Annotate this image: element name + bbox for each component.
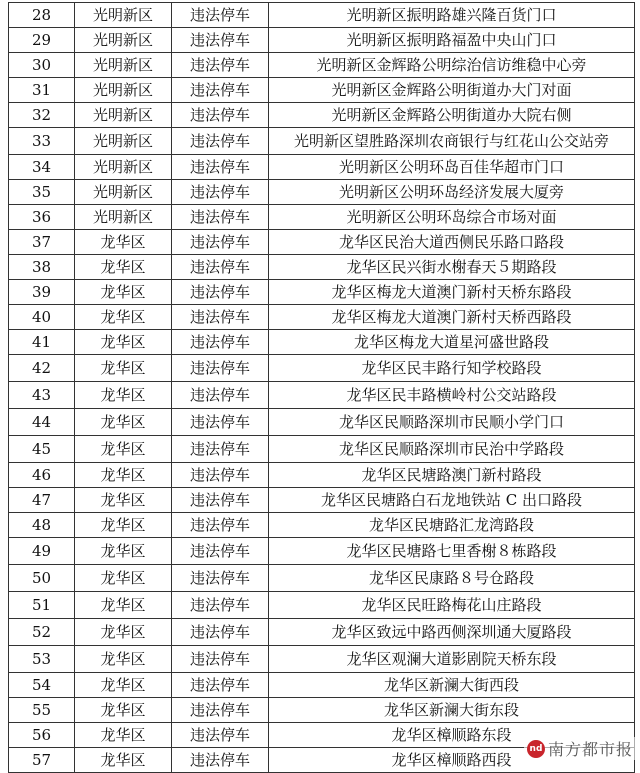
row-number-cell: 57 xyxy=(9,748,75,773)
row-number-cell: 45 xyxy=(9,436,75,463)
row-number-cell: 42 xyxy=(9,355,75,382)
violation-type-cell: 违法停车 xyxy=(172,436,269,463)
district-cell: 光明新区 xyxy=(75,155,172,180)
district-cell: 光明新区 xyxy=(75,103,172,128)
district-cell: 龙华区 xyxy=(75,538,172,565)
table-row xyxy=(9,128,635,155)
violation-type-cell: 违法停车 xyxy=(172,78,269,103)
district-cell: 龙华区 xyxy=(75,436,172,463)
violation-type-cell: 违法停车 xyxy=(172,619,269,646)
row-number-cell: 51 xyxy=(9,592,75,619)
table-row xyxy=(9,155,635,180)
district-cell: 光明新区 xyxy=(75,3,172,28)
violation-locations-table xyxy=(8,2,635,773)
table-row xyxy=(9,3,635,28)
district-cell: 龙华区 xyxy=(75,355,172,382)
location-cell: 龙华区民塘路七里香榭８栋路段 xyxy=(269,538,635,565)
violation-type-cell: 违法停车 xyxy=(172,255,269,280)
location-cell: 龙华区民顺路深圳市民治中学路段 xyxy=(269,436,635,463)
location-cell: 龙华区民塘路白石龙地铁站 C 出口路段 xyxy=(269,488,635,513)
table-body xyxy=(9,3,635,773)
location-cell: 龙华区新澜大街西段 xyxy=(269,673,635,698)
district-cell: 龙华区 xyxy=(75,592,172,619)
location-cell: 龙华区梅龙大道星河盛世路段 xyxy=(269,330,635,355)
district-cell: 龙华区 xyxy=(75,488,172,513)
violation-type-cell: 违法停车 xyxy=(172,409,269,436)
table-row xyxy=(9,513,635,538)
district-cell: 龙华区 xyxy=(75,619,172,646)
location-cell: 龙华区樟顺路东段 xyxy=(269,723,635,748)
location-cell: 光明新区金辉路公明街道办大门对面 xyxy=(269,78,635,103)
row-number-cell: 47 xyxy=(9,488,75,513)
violation-type-cell: 违法停车 xyxy=(172,748,269,773)
violation-type-cell: 违法停车 xyxy=(172,28,269,53)
table-row xyxy=(9,488,635,513)
table-row xyxy=(9,409,635,436)
row-number-cell: 52 xyxy=(9,619,75,646)
row-number-cell: 39 xyxy=(9,280,75,305)
district-cell: 龙华区 xyxy=(75,748,172,773)
row-number-cell: 38 xyxy=(9,255,75,280)
violation-type-cell: 违法停车 xyxy=(172,463,269,488)
violation-type-cell: 违法停车 xyxy=(172,565,269,592)
location-cell: 光明新区公明环岛综合市场对面 xyxy=(269,205,635,230)
location-cell: 龙华区梅龙大道澳门新村天桥西路段 xyxy=(269,305,635,330)
district-cell: 光明新区 xyxy=(75,28,172,53)
district-cell: 龙华区 xyxy=(75,565,172,592)
location-cell: 龙华区民兴街水榭春天５期路段 xyxy=(269,255,635,280)
violation-type-cell: 违法停车 xyxy=(172,538,269,565)
table-row xyxy=(9,230,635,255)
watermark-text: 南方都市报 xyxy=(547,740,633,759)
district-cell: 龙华区 xyxy=(75,382,172,409)
row-number-cell: 46 xyxy=(9,463,75,488)
violation-type-cell: 违法停车 xyxy=(172,53,269,78)
location-cell: 龙华区民治大道西侧民乐路口路段 xyxy=(269,230,635,255)
district-cell: 龙华区 xyxy=(75,723,172,748)
district-cell: 龙华区 xyxy=(75,673,172,698)
row-number-cell: 34 xyxy=(9,155,75,180)
table-row xyxy=(9,382,635,409)
row-number-cell: 50 xyxy=(9,565,75,592)
row-number-cell: 44 xyxy=(9,409,75,436)
row-number-cell: 37 xyxy=(9,230,75,255)
district-cell: 龙华区 xyxy=(75,255,172,280)
row-number-cell: 49 xyxy=(9,538,75,565)
location-cell: 龙华区民丰路行知学校路段 xyxy=(269,355,635,382)
district-cell: 龙华区 xyxy=(75,463,172,488)
location-cell: 光明新区公明环岛百佳华超市门口 xyxy=(269,155,635,180)
table-row xyxy=(9,355,635,382)
table-row xyxy=(9,673,635,698)
table-row xyxy=(9,103,635,128)
table-row xyxy=(9,436,635,463)
violation-type-cell: 违法停车 xyxy=(172,3,269,28)
newspaper-logo-icon: nd xyxy=(527,740,545,758)
table-row xyxy=(9,538,635,565)
location-cell: 龙华区梅龙大道澳门新村天桥东路段 xyxy=(269,280,635,305)
district-cell: 光明新区 xyxy=(75,53,172,78)
location-cell: 光明新区望胜路深圳农商银行与红花山公交站旁 xyxy=(269,128,635,155)
violation-type-cell: 违法停车 xyxy=(172,382,269,409)
violation-type-cell: 违法停车 xyxy=(172,673,269,698)
row-number-cell: 41 xyxy=(9,330,75,355)
table-row xyxy=(9,28,635,53)
row-number-cell: 53 xyxy=(9,646,75,673)
district-cell: 龙华区 xyxy=(75,280,172,305)
location-cell: 龙华区民旺路梅花山庄路段 xyxy=(269,592,635,619)
violation-type-cell: 违法停车 xyxy=(172,355,269,382)
violation-type-cell: 违法停车 xyxy=(172,330,269,355)
row-number-cell: 29 xyxy=(9,28,75,53)
newspaper-watermark xyxy=(524,737,636,760)
location-cell: 龙华区民塘路澳门新村路段 xyxy=(269,463,635,488)
table-row xyxy=(9,592,635,619)
violation-type-cell: 违法停车 xyxy=(172,488,269,513)
table-row xyxy=(9,280,635,305)
district-cell: 龙华区 xyxy=(75,230,172,255)
violation-type-cell: 违法停车 xyxy=(172,205,269,230)
table-row xyxy=(9,698,635,723)
violation-type-cell: 违法停车 xyxy=(172,305,269,330)
location-cell: 光明新区振明路福盈中央山门口 xyxy=(269,28,635,53)
location-cell: 龙华区民康路８号仓路段 xyxy=(269,565,635,592)
district-cell: 龙华区 xyxy=(75,698,172,723)
row-number-cell: 28 xyxy=(9,3,75,28)
district-cell: 龙华区 xyxy=(75,646,172,673)
table-row xyxy=(9,646,635,673)
district-cell: 龙华区 xyxy=(75,513,172,538)
row-number-cell: 40 xyxy=(9,305,75,330)
location-cell: 龙华区新澜大街东段 xyxy=(269,698,635,723)
violation-type-cell: 违法停车 xyxy=(172,513,269,538)
table-row xyxy=(9,205,635,230)
location-cell: 光明新区公明环岛经济发展大厦旁 xyxy=(269,180,635,205)
row-number-cell: 55 xyxy=(9,698,75,723)
table-row xyxy=(9,305,635,330)
table-row xyxy=(9,565,635,592)
table-row xyxy=(9,463,635,488)
violation-type-cell: 违法停车 xyxy=(172,128,269,155)
violation-type-cell: 违法停车 xyxy=(172,103,269,128)
violation-type-cell: 违法停车 xyxy=(172,180,269,205)
location-cell: 龙华区致远中路西侧深圳通大厦路段 xyxy=(269,619,635,646)
district-cell: 龙华区 xyxy=(75,330,172,355)
location-cell: 光明新区金辉路公明综治信访维稳中心旁 xyxy=(269,53,635,78)
violation-type-cell: 违法停车 xyxy=(172,230,269,255)
district-cell: 龙华区 xyxy=(75,409,172,436)
table-row xyxy=(9,180,635,205)
row-number-cell: 35 xyxy=(9,180,75,205)
row-number-cell: 43 xyxy=(9,382,75,409)
location-cell: 龙华区民丰路横岭村公交站路段 xyxy=(269,382,635,409)
district-cell: 光明新区 xyxy=(75,128,172,155)
location-cell: 龙华区樟顺路西段 xyxy=(269,748,635,773)
district-cell: 光明新区 xyxy=(75,180,172,205)
location-cell: 光明新区金辉路公明街道办大院右侧 xyxy=(269,103,635,128)
row-number-cell: 56 xyxy=(9,723,75,748)
location-cell: 龙华区观澜大道影剧院天桥东段 xyxy=(269,646,635,673)
violation-type-cell: 违法停车 xyxy=(172,698,269,723)
violation-type-cell: 违法停车 xyxy=(172,155,269,180)
violation-type-cell: 违法停车 xyxy=(172,723,269,748)
row-number-cell: 48 xyxy=(9,513,75,538)
table-row xyxy=(9,330,635,355)
row-number-cell: 54 xyxy=(9,673,75,698)
location-cell: 龙华区民塘路汇龙湾路段 xyxy=(269,513,635,538)
row-number-cell: 33 xyxy=(9,128,75,155)
district-cell: 龙华区 xyxy=(75,305,172,330)
violation-type-cell: 违法停车 xyxy=(172,646,269,673)
violation-type-cell: 违法停车 xyxy=(172,280,269,305)
table-row xyxy=(9,53,635,78)
table-row xyxy=(9,255,635,280)
location-cell: 龙华区民顺路深圳市民顺小学门口 xyxy=(269,409,635,436)
table-row xyxy=(9,78,635,103)
table-row xyxy=(9,619,635,646)
district-cell: 光明新区 xyxy=(75,78,172,103)
district-cell: 光明新区 xyxy=(75,205,172,230)
row-number-cell: 36 xyxy=(9,205,75,230)
row-number-cell: 30 xyxy=(9,53,75,78)
row-number-cell: 32 xyxy=(9,103,75,128)
row-number-cell: 31 xyxy=(9,78,75,103)
violation-type-cell: 违法停车 xyxy=(172,592,269,619)
location-cell: 光明新区振明路雄兴隆百货门口 xyxy=(269,3,635,28)
